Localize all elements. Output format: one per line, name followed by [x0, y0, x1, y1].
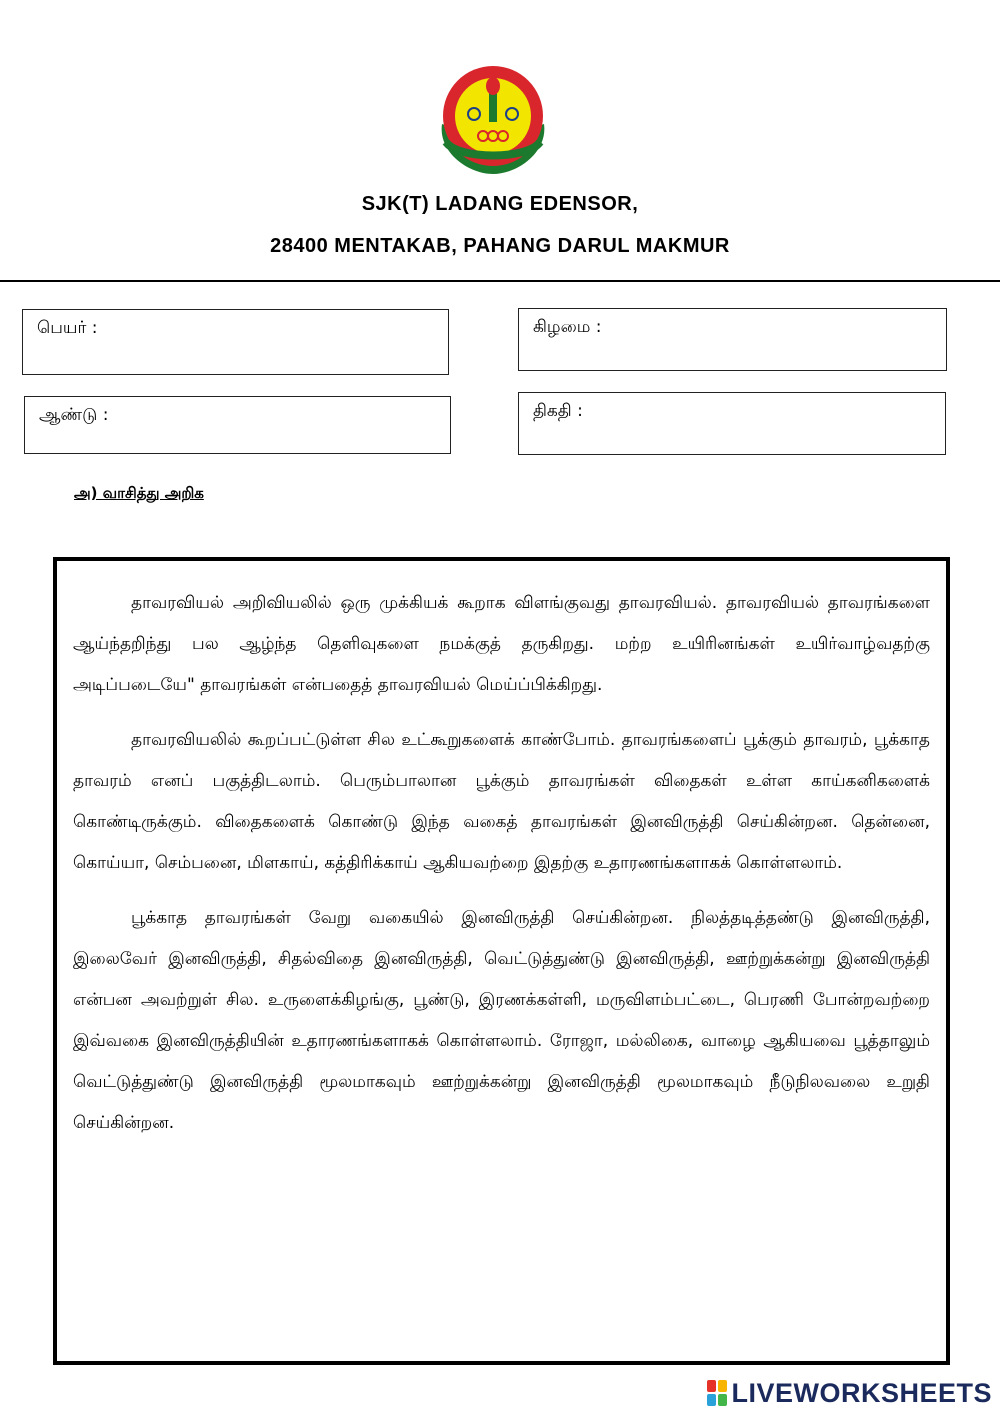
- passage-paragraph-1: தாவரவியல் அறிவியலில் ஒரு முக்கியக் கூறாக விளங்குவது தாவரவியல். தாவரவியல் தாவரங்களை ஆய்ந்தறிந்து பல ஆழ்ந்த தெளிவுகளை நமக்குத் தருகிறது. மற்ற உயிரினங்கள் உயிர்வாழ்வதற்கு அடிப்படையே" தாவரங்கள் என்பதைத் தாவரவியல் மெய்ப்பிக்கிறது.: [73, 593, 930, 695]
- year-field[interactable]: [24, 396, 451, 454]
- liveworksheets-logo-icon: [707, 1380, 727, 1406]
- header-divider: [0, 280, 1000, 282]
- liveworksheets-brand[interactable]: [707, 1378, 992, 1408]
- reading-passage: [53, 557, 950, 1365]
- date-label: திகதி :: [533, 401, 583, 421]
- name-field[interactable]: [22, 309, 449, 375]
- school-crest-icon: [428, 62, 558, 177]
- date-field[interactable]: [518, 392, 946, 455]
- day-label: கிழமை :: [533, 317, 602, 337]
- brand-text: LIVEWORKSHEETS: [731, 1377, 992, 1408]
- school-address: 28400 MENTAKAB, PAHANG DARUL MAKMUR: [270, 235, 730, 257]
- passage-paragraph-3: பூக்காத தாவரங்கள் வேறு வகையில் இனவிருத்தி செய்கின்றன. நிலத்தடித்தண்டு இனவிருத்தி, இலைவேர் இனவிருத்தி, சிதல்விதை இனவிருத்தி, வெட்டுத்துண்டு இனவிருத்தி, ஊற்றுக்கன்று இனவிருத்தி என்பன அவற்றுள் சில. உருளைக்கிழங்கு, பூண்டு, இரணக்கள்ளி, மருவிளம்பட்டை, பெரணி போன்றவற்றை இவ்வகை இனவிருத்தியின் உதாரணங்களாகக் கொள்ளலாம். ரோஜா, மல்லிகை, வாழை ஆகியவை பூத்தாலும் வெட்டுத்துண்டு இனவிருத்தி மூலமாகவும் ஊற்றுக்கன்று இனவிருத்தி மூலமாகவும் நீடுநிலவலை உறுதி செய்கின்றன.: [73, 908, 930, 1133]
- school-name: SJK(T) LADANG EDENSOR,: [361, 193, 639, 215]
- year-label: ஆண்டு :: [39, 405, 109, 425]
- section-title: அ) வாசித்து அறிக: [74, 484, 204, 502]
- name-label: பெயர் :: [37, 318, 98, 338]
- passage-paragraph-2: தாவரவியலில் கூறப்பட்டுள்ள சில உட்கூறுகளைக் காண்போம். தாவரங்களைப் பூக்கும் தாவரம், பூக்காத தாவரம் எனப் பகுத்திடலாம். பெரும்பாலான பூக்கும் தாவரங்கள் விதைகள் உள்ள காய்கனிகளைக் கொண்டிருக்கும். விதைகளைக் கொண்டு இந்த வகைத் தாவரங்கள் இனவிருத்தி செய்கின்றன. தென்னை, கொய்யா, செம்பனை, மிளகாய், கத்திரிக்காய் ஆகியவற்றை இதற்கு உதாரணங்களாகக் கொள்ளலாம்.: [73, 730, 930, 873]
- day-field[interactable]: [518, 308, 947, 371]
